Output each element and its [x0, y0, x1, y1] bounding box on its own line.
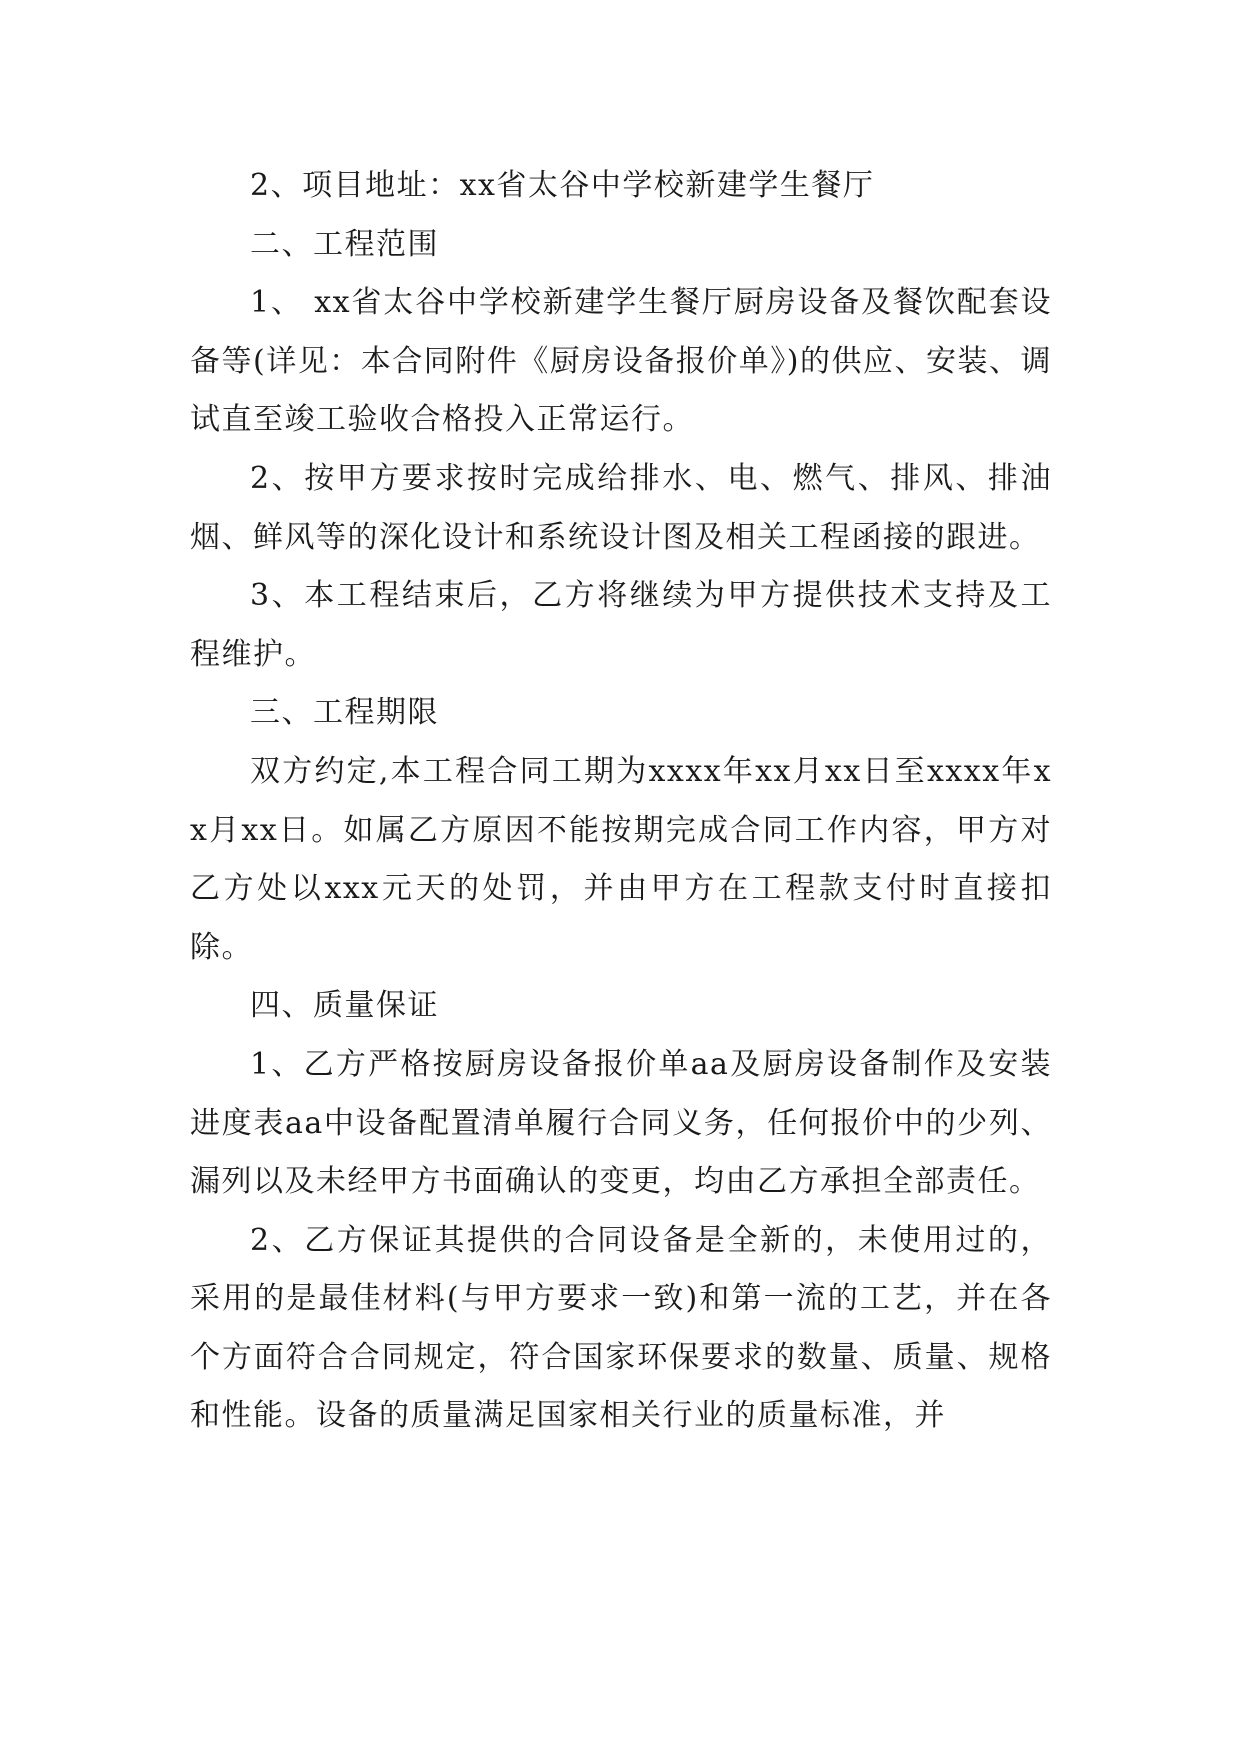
- paragraph-scope-item-2: 2、按甲方要求按时完成给排水、电、燃气、排风、排油烟、鲜风等的深化设计和系统设计图及相关工程函接的跟进。: [190, 460, 1052, 555]
- paragraph-scope-item-1: 1、 xx省太谷中学校新建学生餐厅厨房设备及餐饮配套设备等(详见：本合同附件《厨房设备报价单》)的供应、安装、调试直至竣工验收合格投入正常运行。: [190, 285, 1052, 438]
- heading-engineering-scope: 二、工程范围: [250, 226, 439, 262]
- paragraph-scope-item-3: 3、本工程结束后，乙方将继续为甲方提供技术支持及工程维护。: [190, 578, 1052, 672]
- heading-engineering-term: 三、工程期限: [250, 695, 439, 731]
- paragraph-quality-item-2: 2、乙方保证其提供的合同设备是全新的，未使用过的，采用的是最佳材料(与甲方要求一致)和第一流的工艺，并在各个方面符合合同规定，符合国家环保要求的数量、质量、规格和性能。设备的质量满足国家相关行业的质量标准，并: [190, 1222, 1052, 1434]
- document-body: [190, 157, 1052, 1446]
- paragraph-term-text: 双方约定,本工程合同工期为xxxx年xx月xx日至xxxx年xx月xx日。如属乙方原因不能按期完成合同工作内容，甲方对乙方处以xxx元天的处罚，并由甲方在工程款支付时直接扣除。: [190, 753, 1052, 965]
- paragraph-quality-item-1: 1、乙方严格按厨房设备报价单aa及厨房设备制作及安装进度表aa中设备配置清单履行合同义务，任何报价中的少列、漏列以及未经甲方书面确认的变更，均由乙方承担全部责任。: [190, 1046, 1052, 1200]
- paragraph-project-address: 2、项目地址：xx省太谷中学校新建学生餐厅: [250, 168, 875, 203]
- heading-quality-guarantee: 四、质量保证: [250, 988, 439, 1024]
